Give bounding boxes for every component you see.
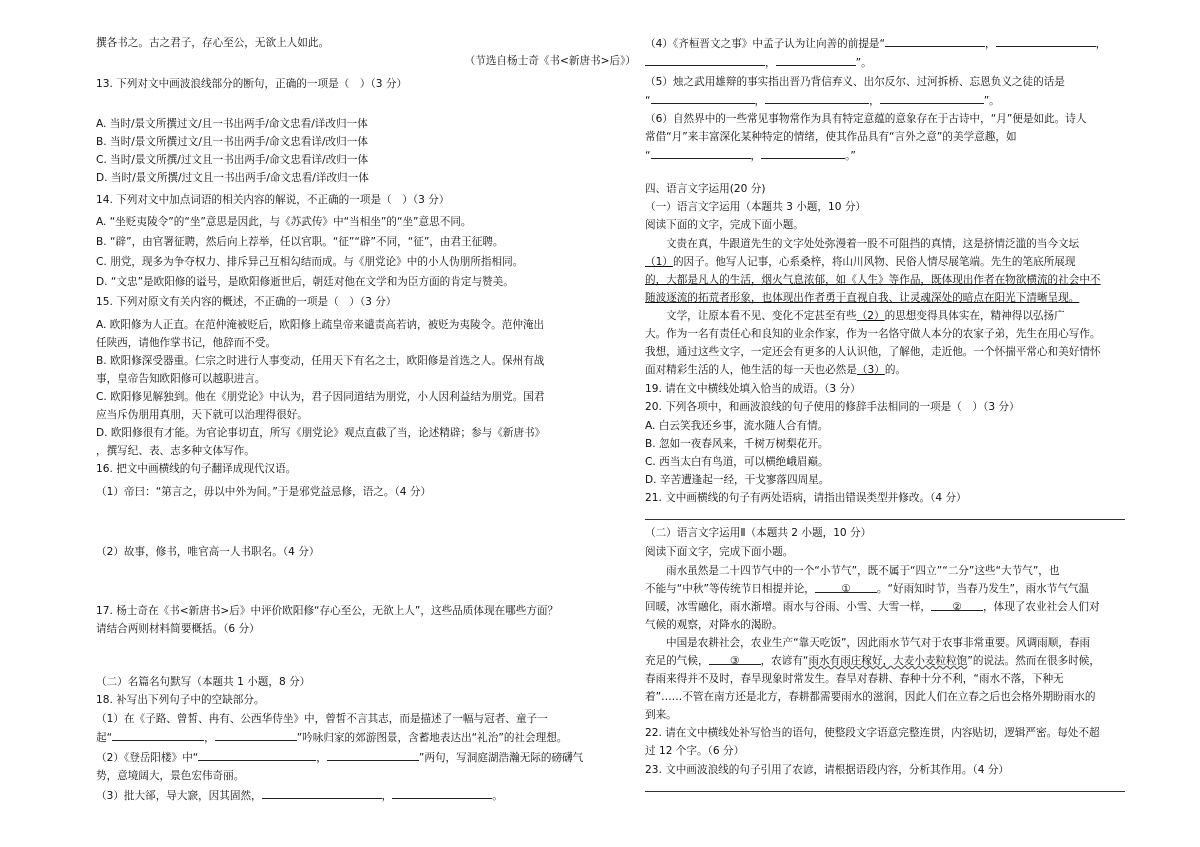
q16-part-1: （1）帝曰：“第言之，毋以中外为间。”于是邪党益忌修，语之。（4 分）: [96, 486, 432, 498]
question-16: 16. 把文中画横线的句子翻译成现代汉语。: [96, 463, 297, 475]
passage4-line4: 着”……不管在南方还是北方，春耕都需要雨水的滋润，因此人们在立春之后也会格外期盼雨水的: [645, 691, 1096, 703]
q16-part-2: （2）故事，修书，唯官高一人书职名。（4 分）: [96, 546, 320, 558]
q15-option-c-line2: 应当斥伪朋用真朋，天下就可以治理得很好。: [96, 409, 308, 421]
passage4-line1: 中国是农耕社会，农业生产“靠天吃饭”，因此雨水节气对于农事非常重要。风调雨顺，春雨: [666, 637, 1091, 649]
q14-option-d: D. “文忠”是欧阳修的谥号，是欧阳修逝世后，朝廷对他在文学和为臣方面的肯定与赞美。: [96, 276, 514, 288]
q18-part-6-line2: 常借“月”来丰富深化某种特定的情绪，使其作品具有“言外之意”的美学意趣，如: [645, 131, 1017, 143]
answer-blank[interactable]: [215, 728, 297, 741]
q18-part-1-line2: 起“ ， ”吟咏归家的郊游图景，含蓄地表达出“礼治”的社会理想。: [96, 728, 567, 747]
wavy-quote: 雨水有雨庄稼好，大麦小麦粒粒饱: [808, 655, 968, 667]
reading-instruction-1: 阅读下面的文字，完成下面小题。: [645, 219, 804, 231]
subsection-heading-1: （一）语言文字运用（本题共 3 小题，10 分）: [645, 201, 867, 213]
passage1-line2: （1）的因子。他写人记事，心系桑梓，将山川风物、民俗人情尽展笔端。先生的笔底所展现: [645, 256, 1076, 268]
answer-blank[interactable]: [645, 53, 765, 66]
question-17-line1: 17. 杨士奇在《书<新唐书>后》中评价欧阳修“存心至公，无欲上人”，这些品质体现在哪些方面？: [96, 605, 559, 617]
q15-option-c-line1: C. 欧阳修见解独到。他在《朋党论》中认为，君子因同道结为朋党，小人因利益结为朋党。国君: [96, 391, 545, 403]
passage4-line3: 春雨来得并不及时，春旱现象时常发生。春旱对春耕、春种十分不利，“雨水不落，下种无: [645, 673, 1064, 685]
q18-part-6-line3: “ ， 。”: [645, 146, 856, 165]
section-heading-language-use: 四、语言文字运用(20 分): [645, 183, 766, 195]
section-heading-recitation: （二）名篇名句默写（本题共 1 小题，8 分）: [96, 676, 311, 688]
q18-part-2-line1: （2）《登岳阳楼》中“ ， ”两句，写洞庭湖浩瀚无际的磅礴气: [96, 748, 583, 767]
q13-option-c: C. 当时/景文所撰/过文且一书出两手/命文忠看详/改归一体: [96, 154, 369, 166]
answer-blank-2[interactable]: ②: [931, 598, 983, 611]
answer-blank[interactable]: [996, 34, 1096, 47]
q14-option-a: A. “坐贬夷陵令”的“坐”意思是因此，与《苏武传》中“当相坐”的“坐”意思不同。: [96, 216, 472, 228]
q13-option-a: A. 当时/景文所撰过文/且一书出两手/命文忠看/详改归一体: [96, 118, 368, 130]
q15-option-a-line1: A. 欧阳修为人正直。在范仲淹被贬后，欧阳修上疏皇帝来谴责高若讷，被贬为夷陵令。范仲淹出: [96, 319, 545, 331]
q18-part-4-line1: （4）《齐桓晋文之事》中孟子认为让向善的前提是“ ， ，: [645, 34, 1106, 53]
passage4-line2: 充足的气候， ③ ，农谚有“雨水有雨庄稼好，大麦小麦粒粒饱”的说法。然而在很多时候，: [645, 652, 1100, 670]
q14-option-b: B. “辟”，由官署征聘，然后向上荐举，任以官职。“征”“辟”不同，“征”，由君王征聘。: [96, 236, 504, 248]
question-22-line2: 过 12 个字。（6 分）: [645, 745, 745, 757]
passage-ending: 撰各书之。古之君子，存心至公，无欲上人如此。: [96, 37, 330, 49]
question-20: 20. 下列各项中，和画波浪线的句子使用的修辞手法相同的一项是（ ）（3 分）: [645, 401, 1020, 413]
passage1-line3: 的，大都是凡人的生活，烟火气息浓郁，如《人生》等作品，既体现出作者在物欲横流的社会中不: [645, 274, 1101, 286]
question-17-line2: 请结合两则材料简要概括。（6 分）: [96, 623, 260, 635]
q15-option-b-line1: B. 欧阳修深受器重。仁宗之时进行人事变动，任用天下有名之士，欧阳修是首选之人。保州有战: [96, 355, 545, 367]
answer-blank[interactable]: [651, 146, 751, 159]
answer-blank[interactable]: [262, 786, 382, 799]
question-14: 14. 下列对文中加点词语的相关内容的解说，不正确的一项是（ ）（3 分）: [96, 194, 450, 206]
answer-blank[interactable]: [761, 146, 845, 159]
q18-part-5-line1: （5）烛之武用雄辩的事实指出晋乃背信弃义、出尔反尔、过河拆桥、忘恩负义之徒的话是: [645, 76, 1065, 88]
question-15: 15. 下列对原文有关内容的概述，不正确的一项是（ ）（3 分）: [96, 296, 397, 308]
answer-blank[interactable]: [392, 786, 492, 799]
answer-line[interactable]: [645, 791, 1125, 792]
reading-instruction-2: 阅读下面文字，完成下面小题。: [645, 546, 794, 558]
answer-blank[interactable]: [765, 91, 869, 104]
q13-option-d: D. 当时/景文所撰/过文且一书出两手/命文忠看/详改归一体: [96, 172, 369, 184]
passage3-line3: 回暖，冰雪融化，雨水渐增。雨水与谷雨、小雪、大雪一样， ② ，体现了农业社会人们对: [645, 598, 1100, 616]
passage2-line1: 文学，让原本看不见、变化不定甚至有些（2）的思想变得具体实在，精神得以弘扬广: [666, 310, 1065, 322]
answer-blank[interactable]: [327, 748, 419, 761]
answer-blank[interactable]: [880, 91, 984, 104]
passage1-line1: 文贵在真，牛跟道先生的文字处处弥漫着一股不可阻挡的真情，这是挤情泛滥的当今文坛: [666, 238, 1080, 250]
q18-part-3: （3）批大郤，导大窾，因其固然， ， 。: [96, 786, 503, 805]
q15-option-d-line2: ，撰写纪、表、志多种文体写作。: [96, 445, 255, 457]
q18-part-2-line2: 势，意境阔大，景色宏伟奇丽。: [96, 770, 245, 782]
answer-blank[interactable]: [651, 91, 755, 104]
q15-option-b-line2: 事，皇帝告知欧阳修可以越职进言。: [96, 373, 266, 385]
question-13: 13. 下列对文中画波浪线部分的断句，正确的一项是（ ）（3 分）: [96, 78, 408, 90]
subsection-heading-2: （二）语言文字运用Ⅱ（本题共 2 小题，10 分）: [645, 527, 872, 539]
passage3-line1: 雨水虽然是二十四节气中的一个“小节气”，既不属于“四立”“二分”这些“大节气”，也: [666, 565, 1060, 577]
q15-option-d-line1: D. 欧阳修很有才能。为官论事切直，所写《朋党论》观点直截了当，论述精辟；参与《新唐书》: [96, 427, 546, 439]
q20-option-a: A. 白云笑我还乡事，流水随人合有情。: [645, 420, 829, 432]
q20-option-b: B. 忽如一夜春风来，千树万树梨花开。: [645, 438, 829, 450]
answer-blank[interactable]: [198, 748, 316, 761]
passage1-line4: 随波逐流的拓荒者形象，也体现出作者勇于直视自我、让灵魂深处的暗点在阳光下清晰呈现。: [645, 292, 1080, 304]
blank-marker-2: （2）: [856, 310, 885, 322]
q20-option-c: C. 西当太白有鸟道，可以横绝峨眉巅。: [645, 456, 829, 468]
answer-line[interactable]: [645, 519, 1125, 520]
passage4-line5: 到来。: [645, 709, 677, 721]
q15-option-a-line2: 任陕西，请他作掌书记，他辞而不受。: [96, 337, 277, 349]
q18-part-5-line2: “ ， ， ”。: [645, 91, 1000, 110]
blank-marker-1: （1）: [645, 256, 673, 268]
answer-blank[interactable]: [885, 34, 985, 47]
answer-blank[interactable]: [776, 53, 856, 66]
answer-blank-1[interactable]: ①: [815, 580, 877, 593]
q13-option-b: B. 当时/景文所撰过文/且一书出两手/命文忠看详/改归一体: [96, 136, 368, 148]
passage3-line2: 不能与“中秋”等传统节日相提并论， ① 。“好雨知时节，当春乃发生”，雨水节气气温: [645, 580, 1089, 598]
passage-source: （节选自杨士奇《书<新唐书>后》）: [464, 55, 636, 67]
passage2-line4: 面对精彩生活的人，他生活的每一天也必然是（3）的。: [645, 364, 906, 376]
question-18: 18. 补写出下列句子中的空缺部分。: [96, 694, 265, 706]
passage2-line2: 大。作为一名有责任心和良知的业余作家，作为一名恪守做人本分的农家子弟，先生在用心写作。: [645, 328, 1101, 340]
answer-blank[interactable]: [112, 728, 204, 741]
q18-part-4-line2: ， ”。: [645, 53, 872, 72]
answer-blank-3[interactable]: ③: [709, 652, 761, 665]
question-21: 21. 文中画横线的句子有两处语病，请指出错误类型并修改。（4 分）: [645, 492, 967, 504]
passage2-line3: 我想，通过这些文字，一定还会有更多的人认识他，了解他，走近他。一个怀揣平常心和美好情怀: [645, 346, 1101, 358]
question-23: 23. 文中画波浪线的句子引用了农谚，请根据语段内容，分析其作用。（4 分）: [645, 764, 1010, 776]
question-22-line1: 22. 请在文中横线处补写恰当的语句，使整段文字语意完整连贯，内容贴切，逻辑严密。每处不超: [645, 727, 1100, 739]
passage3-line4: 气候的观察，对降水的渴盼。: [645, 619, 783, 631]
question-19: 19. 请在文中横线处填入恰当的成语。（3 分）: [645, 383, 861, 395]
q20-option-d: D. 辛苦遭逢起一经，干戈寥落四周星。: [645, 474, 830, 486]
q14-option-c: C. 朋党，现多为争夺权力、排斥异己互相勾结而成。与《朋党论》中的小人伪朋所指相同。: [96, 256, 524, 268]
blank-marker-3: （3）: [856, 364, 885, 376]
q18-part-6-line1: （6）自然界中的一些常见事物常作为具有特定意蕴的意象存在于古诗中，“月”便是如此。诗人: [645, 113, 1087, 125]
q18-part-1-line1: （1）在《子路、曾皙、冉有、公西华侍坐》中，曾皙不言其志，而是描述了一幅与冠者、童子一: [96, 713, 548, 725]
